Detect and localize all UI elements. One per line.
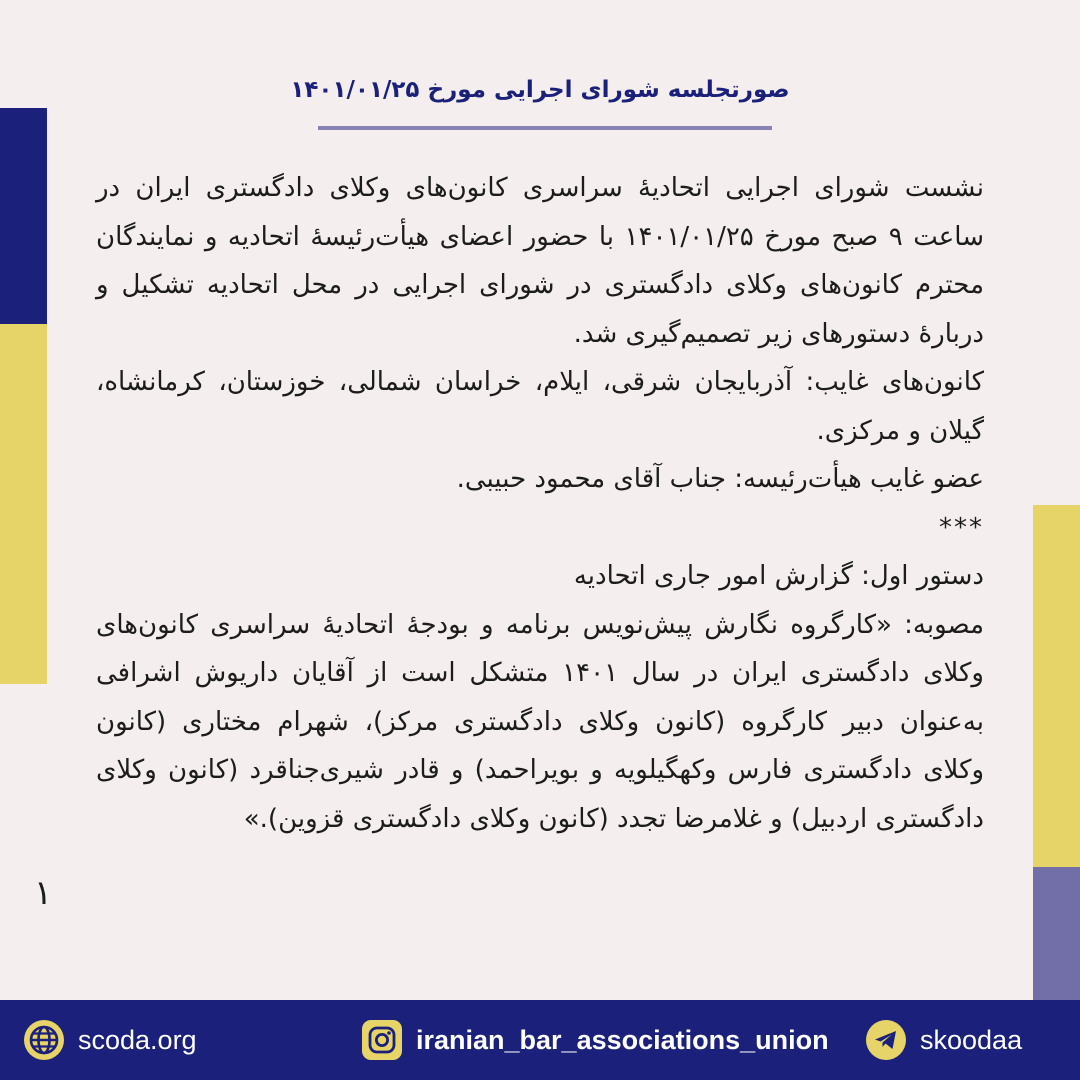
intro-paragraph: نشست شورای اجرایی اتحادیهٔ سراسری کانون‌های وکلای دادگستری ایران در ساعت ۹ صبح مورخ ۱۴۰۱/۰۱/۲۵ با حضور اعضای هیأت‌رئیسهٔ اتحادیه و نمایندگان محترم کانون‌های وکلای دادگستری در شورای اجرایی در محل اتحادیه تشکیل و دربارهٔ دستورهای زیر تصمیم‌گیری شد. — [96, 173, 985, 349]
telegram-link[interactable] — [866, 1000, 1022, 1080]
decorative-bar-right-purple — [1033, 867, 1080, 1000]
website-link[interactable] — [24, 1000, 197, 1080]
decorative-bar-left-yellow — [0, 324, 47, 684]
telegram-label: skoodaa — [920, 1024, 1023, 1055]
website-label: scoda.org — [78, 1024, 197, 1055]
absent-bars-line: کانون‌های غایب: آذربایجان شرقی، ایلام، خراسان شمالی، خوزستان، کرمانشاه، گیلان و مرکزی. — [96, 367, 984, 446]
instagram-label: iranian_bar_associations_union — [416, 1024, 829, 1055]
telegram-icon — [866, 1020, 906, 1060]
section-separator: *** — [939, 512, 984, 543]
absent-member-line: عضو غایب هیأت‌رئیسه: جناب آقای محمود حبیبی. — [456, 464, 984, 494]
page-title: صورتجلسه شورای اجرایی مورخ ۱۴۰۱/۰۱/۲۵ — [290, 77, 790, 103]
agenda-item-first: دستور اول: گزارش امور جاری اتحادیه — [573, 561, 984, 591]
minutes-body — [96, 164, 984, 843]
instagram-icon — [362, 1020, 402, 1060]
footer-bar — [0, 1000, 1080, 1080]
resolution-paragraph: مصوبه: «کارگروه نگارش پیش‌نویس برنامه و بودجهٔ اتحادیهٔ سراسری کانون‌های وکلای دادگستری ایران در سال ۱۴۰۱ متشکل است از آقایان داریوش اشرافی به‌عنوان دبیر کارگروه (کانون وکلای دادگستری مرکز)، شهرام مختاری (کانون وکلای دادگستری فارس وکهگیلویه و بویراحمد) و قادر شیری‌جناقرد (کانون وکلای دادگستری اردبیل) و غلامرضا تجدد (کانون وکلای دادگستری قزوین).» — [96, 609, 984, 834]
title-underline — [318, 126, 772, 130]
globe-icon — [24, 1020, 64, 1060]
instagram-link[interactable] — [362, 1000, 829, 1080]
decorative-bar-left-navy — [0, 108, 47, 324]
page-number: ۱ — [33, 873, 53, 913]
decorative-bar-right-yellow — [1033, 505, 1080, 867]
